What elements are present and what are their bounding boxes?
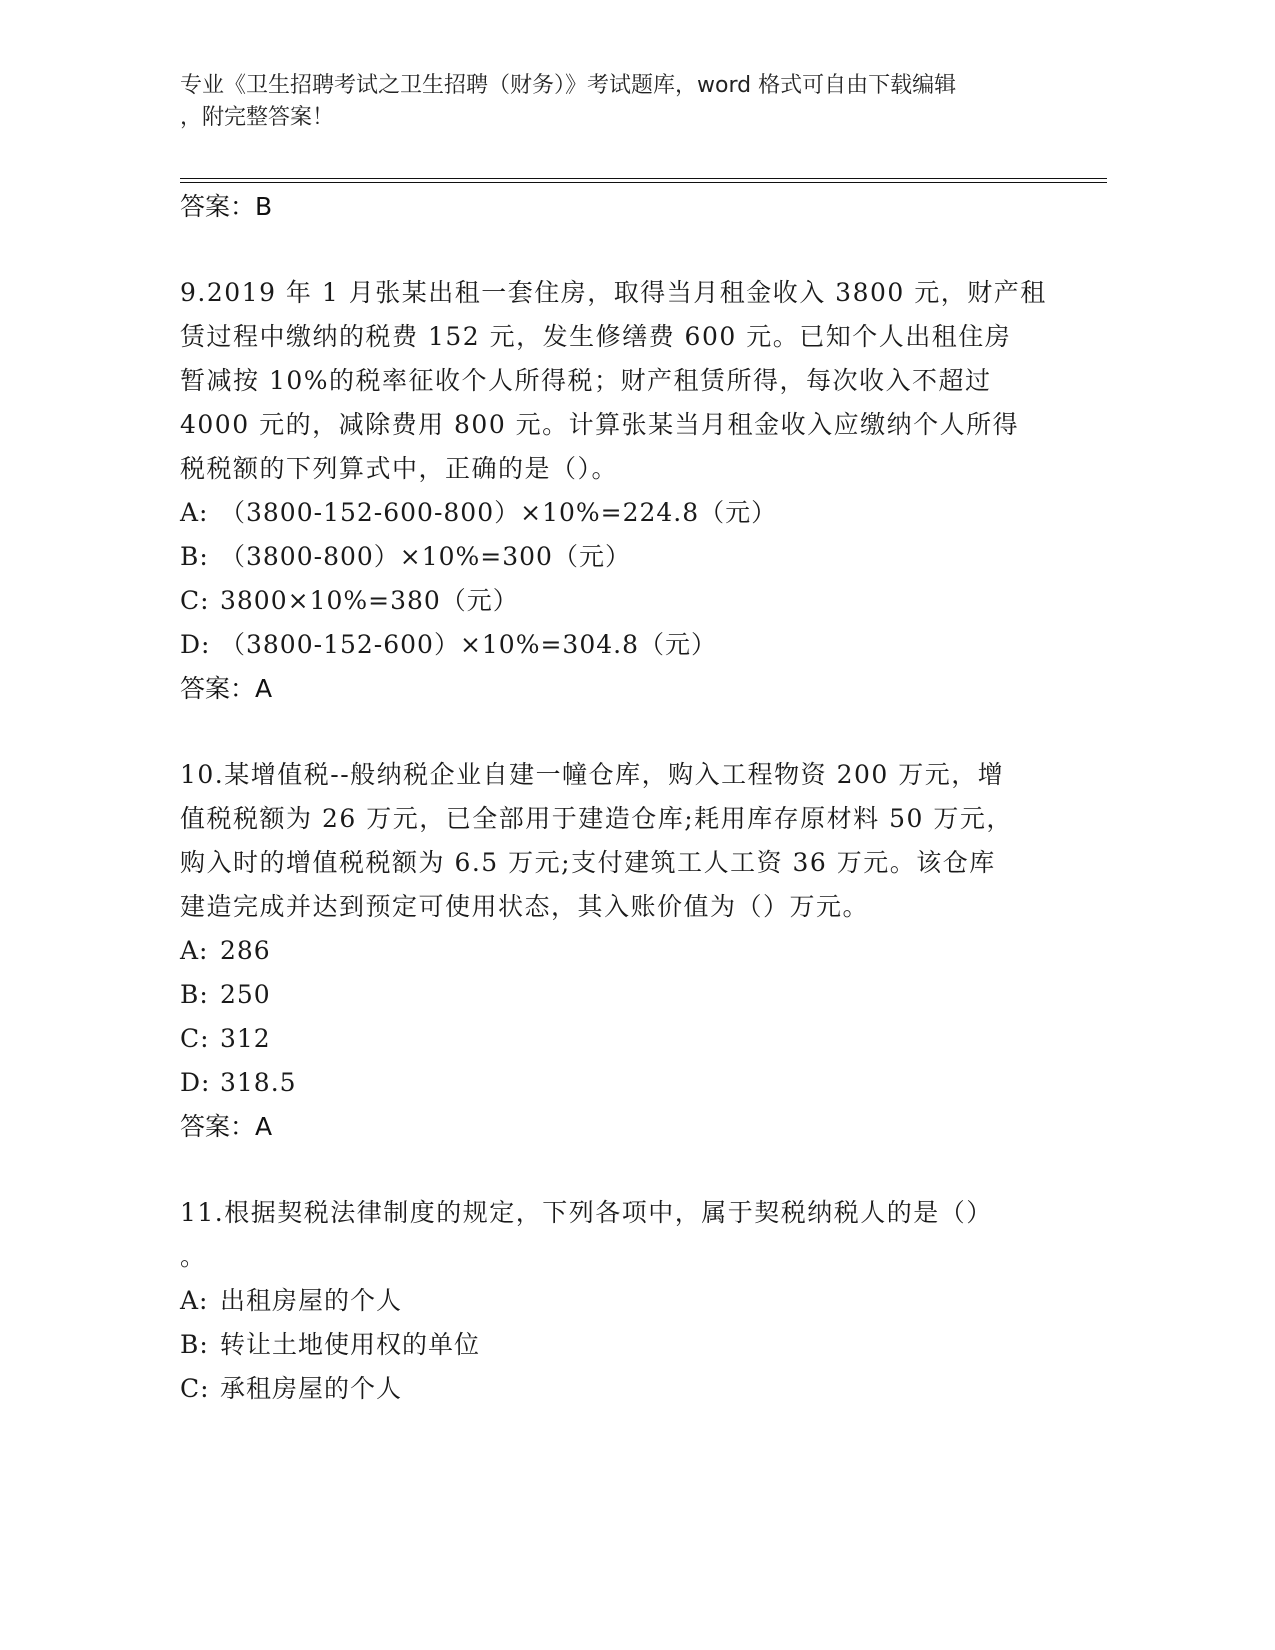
option-a (180, 1279, 1060, 1323)
option-text: 312 (220, 1024, 271, 1053)
option-text: （3800-800）×10%=300（元） (220, 542, 631, 571)
answer-line: 答案：B (180, 192, 273, 221)
option-a (180, 491, 1060, 535)
answer-line: 答案：A (180, 1112, 273, 1141)
option-letter: B: (180, 542, 209, 571)
answer-line: 答案：A (180, 674, 273, 703)
option-text: 转让土地使用权的单位 (220, 1330, 481, 1359)
question-text (180, 753, 1060, 929)
option-text: （3800-152-600-800）×10%=224.8（元） (220, 498, 778, 527)
header-divider (180, 178, 1107, 183)
question-line: 值税税额为 26 万元，已全部用于建造仓库;耗用库存原材料 50 万元， (180, 804, 1013, 833)
question-line: 暂减按 10%的税率征收个人所得税；财产租赁所得，每次收入不超过 (180, 366, 992, 395)
page-header (180, 70, 1060, 134)
option-b (180, 973, 1060, 1017)
question-line: 9.2019 年 1 月张某出租一套住房，取得当月租金收入 3800 元，财产租 (180, 278, 1047, 307)
question-line: 。 (180, 1242, 207, 1271)
option-a (180, 929, 1060, 973)
question-line: 建造完成并达到预定可使用状态，其入账价值为（）万元。 (180, 892, 870, 921)
question-line: 税税额的下列算式中，正确的是（）。 (180, 454, 619, 483)
question-block (180, 1191, 1060, 1411)
option-text: 出租房屋的个人 (220, 1286, 403, 1315)
option-letter: A: (180, 498, 209, 527)
option-letter: A: (180, 1286, 209, 1315)
option-letter: A: (180, 936, 209, 965)
option-c (180, 579, 1060, 623)
question-line: 购入时的增值税税额为 6.5 万元;支付建筑工人工资 36 万元。该仓库 (180, 848, 996, 877)
option-letter: C: (180, 586, 210, 615)
question-block (180, 271, 1060, 711)
question-line: 赁过程中缴纳的税费 152 元，发生修缮费 600 元。已知个人出租住房 (180, 322, 1012, 351)
header-line-1: 专业《卫生招聘考试之卫生招聘（财务）》考试题库，word 格式可自由下载编辑 (180, 73, 957, 98)
option-d (180, 1061, 1060, 1105)
question-text (180, 271, 1060, 491)
question-text (180, 1191, 1060, 1279)
option-c (180, 1367, 1060, 1411)
option-letter: D: (180, 630, 211, 659)
option-text: 250 (220, 980, 271, 1009)
option-c (180, 1017, 1060, 1061)
question-line: 10.某增值税--般纳税企业自建一幢仓库，购入工程物资 200 万元，增 (180, 760, 1005, 789)
option-text: 286 (220, 936, 271, 965)
option-text: 3800×10%=380（元） (220, 586, 519, 615)
question-line: 4000 元的，减除费用 800 元。计算张某当月租金收入应缴纳个人所得 (180, 410, 1020, 439)
option-text: 318.5 (220, 1068, 297, 1097)
option-letter: C: (180, 1024, 210, 1053)
option-letter: B: (180, 1330, 209, 1359)
option-letter: B: (180, 980, 209, 1009)
option-text: （3800-152-600）×10%=304.8（元） (220, 630, 717, 659)
question-line: 11.根据契税法律制度的规定，下列各项中，属于契税纳税人的是（） (180, 1198, 993, 1227)
option-letter: D: (180, 1068, 211, 1097)
option-letter: C: (180, 1374, 210, 1403)
question-content (180, 185, 1060, 1411)
option-b (180, 1323, 1060, 1367)
header-line-2: ，附完整答案！ (180, 105, 335, 130)
option-b (180, 535, 1060, 579)
question-block (180, 753, 1060, 1149)
option-text: 承租房屋的个人 (220, 1374, 403, 1403)
option-d (180, 623, 1060, 667)
